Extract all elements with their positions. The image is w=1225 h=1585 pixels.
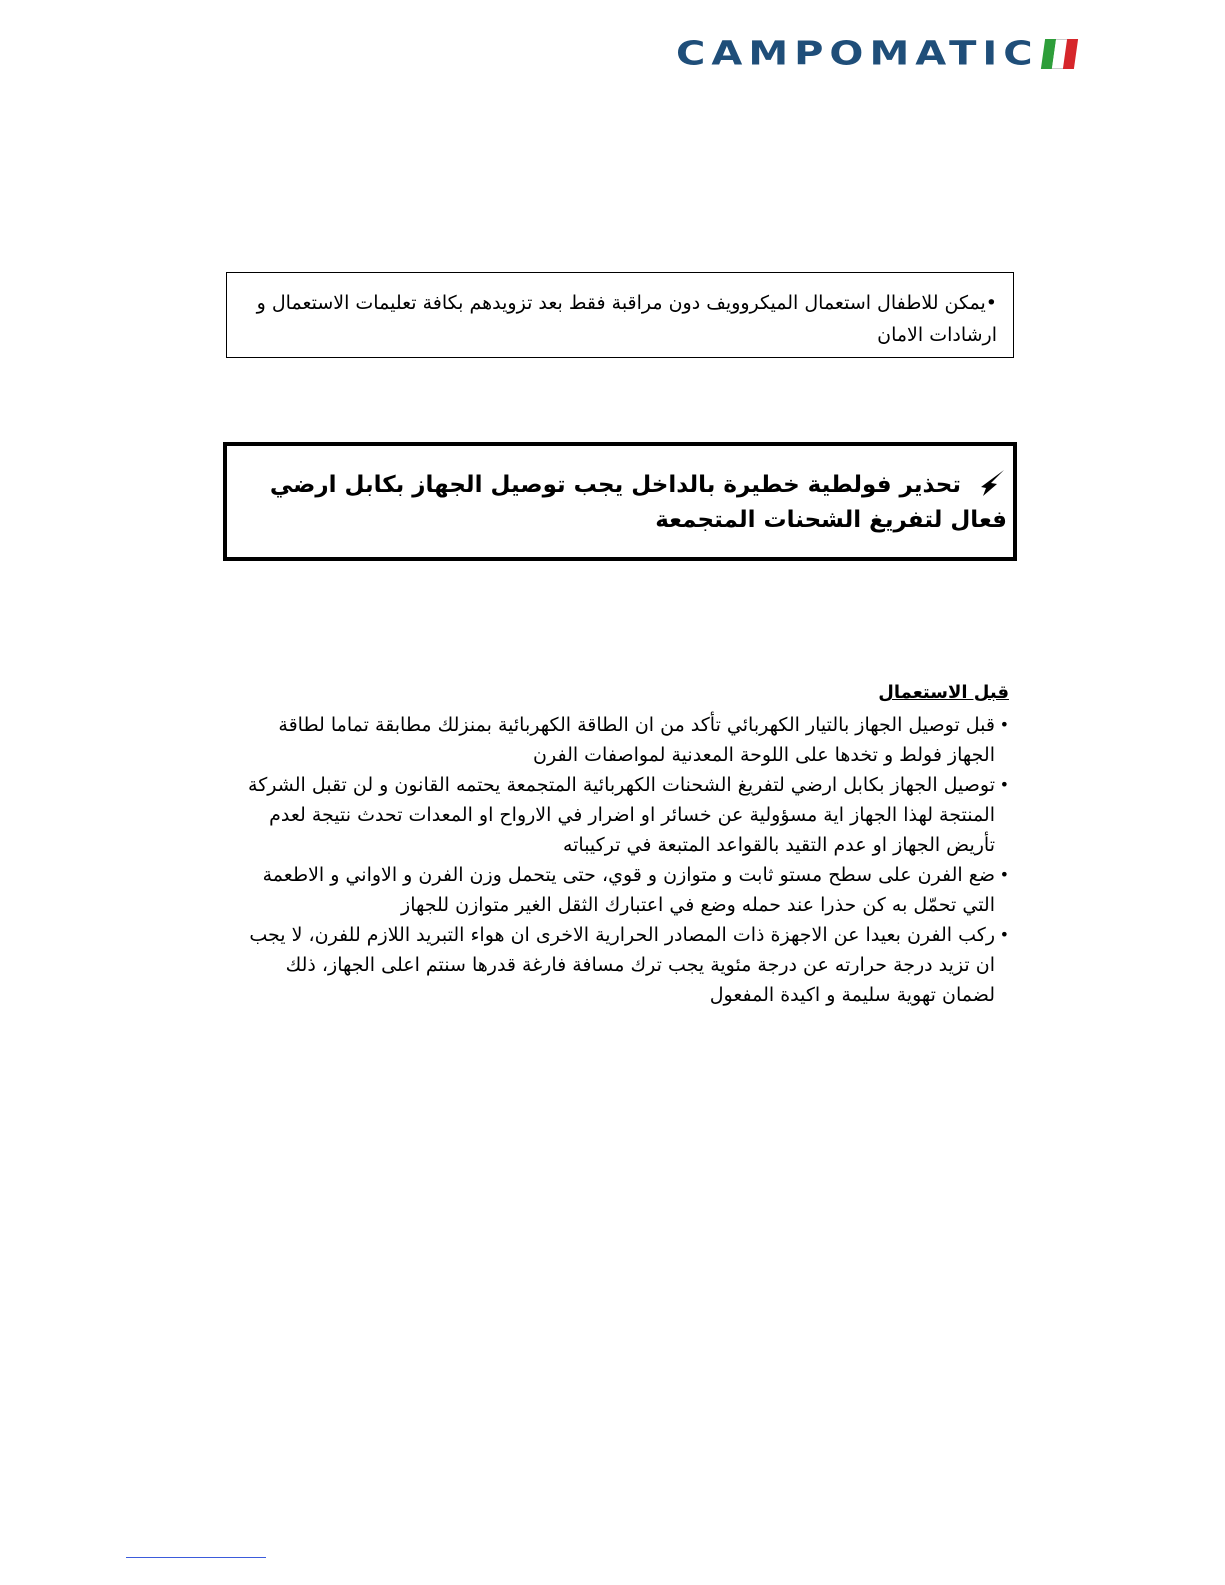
children-notice-text: يمكن للاطفال استعمال الميكروويف دون مراقبة فقط بعد تزويدهم بكافة تعليمات الاستعمال و ارشادات الامان [256, 292, 997, 346]
bullet: • [999, 865, 1009, 884]
list-item: • قبل توصيل الجهاز بالتيار الكهربائي تأكد من ان الطاقة الكهربائية بمنزلك مطابقة تماما لطاقة الجهاز فولط و تخدها على اللوحة المعدنية لمواصفات الفرن [229, 710, 1009, 770]
brand-name: CAMPOMATIC [676, 35, 1039, 73]
before-use-section [229, 680, 1009, 1010]
bullet: • [999, 925, 1009, 944]
voltage-warning [227, 468, 1007, 538]
italian-flag-icon [1041, 39, 1078, 69]
lightning-bolt-icon [977, 468, 1007, 498]
bullet: • [999, 715, 1009, 734]
list-item: • توصيل الجهاز بكابل ارضي لتفريغ الشحنات الكهربائية المتجمعة يحتمه القانون و لن تقبل الشركة المنتجة لهذا الجهاز اية مسؤولية عن خسائر او اضرار في الارواح او المعدات تحدث نتيجة لعدم تأريض الجهاز او عدم التقيد بالقواعد المتبعة في تركيباته [229, 770, 1009, 860]
before-use-heading: قبل الاستعمال [878, 682, 1009, 703]
list-item: • ضع الفرن على سطح مستو ثابت و متوازن و قوي، حتى يتحمل وزن الفرن و الاواني و الاطعمة التي تحمّل به كن حذرا عند حمله وضع في اعتبارك الثقل الغير متوازن للجهاز [229, 860, 1009, 920]
bullet: • [985, 292, 997, 314]
children-notice [237, 287, 997, 351]
footnote-separator [126, 1557, 266, 1558]
voltage-warning-text: تحذير فولطية خطيرة بالداخل يجب توصيل الجهاز بكابل ارضي فعال لتفريغ الشحنات المتجمعة [269, 472, 1007, 533]
children-notice-box [226, 272, 1014, 358]
bullet: • [999, 775, 1009, 794]
brand-logo [676, 34, 1106, 74]
list-item: • ركب الفرن بعيدا عن الاجهزة ذات المصادر الحرارية الاخرى ان هواء التبريد اللازم للفرن، لا يجب ان تزيد درجة حرارته عن درجة مئوية يجب ترك مسافة فارغة قدرها سنتم اعلى الجهاز، ذلك لضمان تهوية سليمة و اكيدة المفعول [229, 920, 1009, 1010]
before-use-list [229, 710, 1009, 1010]
voltage-warning-box [223, 442, 1017, 561]
